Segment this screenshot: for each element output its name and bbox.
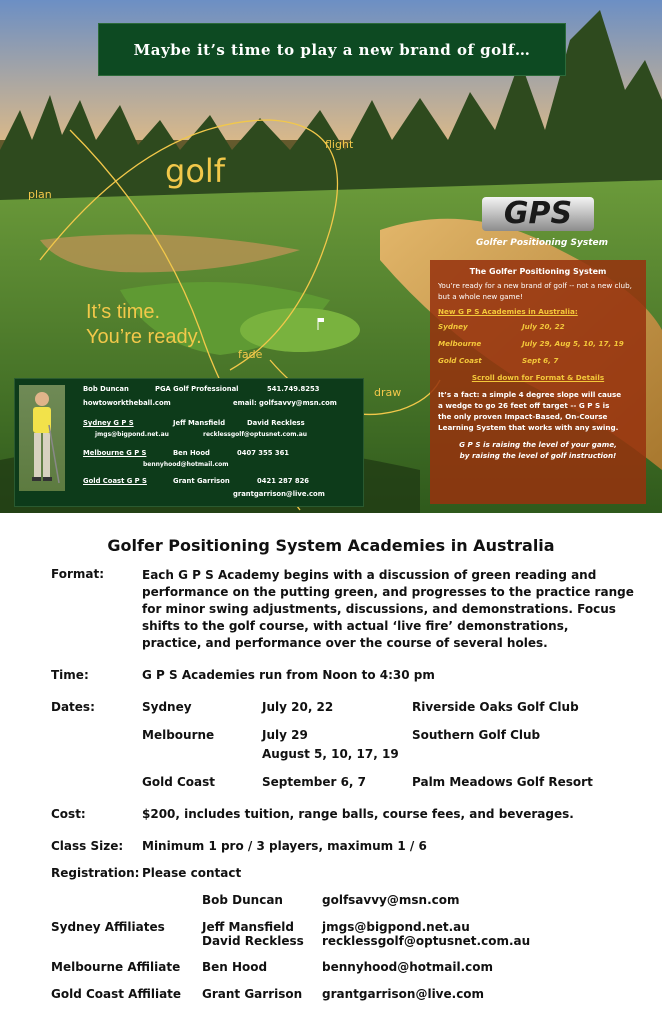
contact-group: Gold Coast Affiliate bbox=[51, 987, 182, 1001]
word-plan: plan bbox=[28, 188, 52, 201]
contact-email-link[interactable]: golfsavvy@msn.com bbox=[322, 893, 460, 907]
class-size-label: Class Size: bbox=[51, 839, 124, 853]
contact-email-link[interactable]: recklessgolf@optusnet.com.au bbox=[322, 934, 531, 948]
gps-logo: GPS bbox=[482, 197, 594, 231]
date-value: July 29 bbox=[262, 728, 308, 742]
date-venue: Riverside Oaks Golf Club bbox=[412, 700, 579, 714]
contact-name: Bob Duncan bbox=[202, 893, 283, 907]
word-flight: flight bbox=[325, 138, 354, 151]
panel-closing: G P S is raising the level of your game, by raising the level of golf instruction! bbox=[459, 440, 617, 460]
panel-academies-heading: New G P S Academies in Australia: bbox=[438, 307, 578, 316]
class-size-value: Minimum 1 pro / 3 players, maximum 1 / 6 bbox=[142, 839, 427, 853]
grant-email-link[interactable]: grantgarrison@live.com bbox=[233, 490, 325, 498]
date-value: August 5, 10, 17, 19 bbox=[262, 747, 399, 761]
ben-name: Ben Hood bbox=[173, 449, 210, 457]
dates-label: Dates: bbox=[51, 700, 95, 714]
bob-name: Bob Duncan bbox=[83, 385, 129, 393]
david-name: David Reckless bbox=[247, 419, 305, 427]
registration-value: Please contact bbox=[142, 866, 242, 880]
cost-value: $200, includes tuition, range balls, course fees, and beverages. bbox=[142, 807, 574, 821]
date-city: Sydney bbox=[142, 700, 192, 714]
contact-name: David Reckless bbox=[202, 934, 304, 948]
david-email-link[interactable]: recklessgolf@optusnet.com.au bbox=[203, 431, 308, 438]
grant-phone: 0421 287 826 bbox=[257, 477, 310, 485]
bob-site-link[interactable]: howtoworktheball.com bbox=[83, 399, 171, 407]
goldcoast-label: Gold Coast G P S bbox=[83, 477, 147, 485]
date-value: September 6, 7 bbox=[262, 775, 367, 789]
contact-email-link[interactable]: jmgs@bigpond.net.au bbox=[322, 920, 470, 934]
contact-group: Sydney Affiliates bbox=[51, 920, 165, 934]
date-city: Gold Coast bbox=[142, 775, 216, 789]
bob-title: PGA Golf Professional bbox=[155, 385, 239, 393]
word-fade: fade bbox=[238, 348, 263, 361]
panel-title: The Golfer Positioning System bbox=[469, 267, 607, 276]
jeff-name: Jeff Mansfield bbox=[173, 419, 226, 427]
panel-row: Sydney July 20, 22 bbox=[438, 322, 565, 331]
contact-email-link[interactable]: grantgarrison@live.com bbox=[322, 987, 485, 1001]
info-panel bbox=[430, 260, 646, 504]
date-venue: Palm Meadows Golf Resort bbox=[412, 775, 593, 789]
page-title: Golfer Positioning System Academies in Australia bbox=[107, 536, 555, 555]
jeff-email-link[interactable]: jmgs@bigpond.net.au bbox=[95, 431, 169, 438]
bob-phone: 541.749.8253 bbox=[267, 385, 320, 393]
registration-label: Registration: bbox=[51, 866, 140, 880]
bob-email-link[interactable]: email: golfsavvy@msn.com bbox=[233, 399, 337, 407]
headline-banner: Maybe it’s time to play a new brand of golf… bbox=[98, 23, 566, 76]
tagline: It’s time. You’re ready. bbox=[86, 301, 202, 348]
melbourne-label: Melbourne G P S bbox=[83, 449, 147, 457]
format-text: Each G P S Academy begins with a discussion of green reading and performance on the putting green, and progresses to the practice range for minor swing adjustments, discussions, and demonstrations. Focus shifts to the golf course, with actual ‘live fire’ demonstrations, practice, and performance over the course of several holes. bbox=[142, 568, 634, 650]
ben-email-link[interactable]: bennyhood@hotmail.com bbox=[143, 461, 229, 468]
date-value: July 20, 22 bbox=[262, 700, 334, 714]
panel-row: Melbourne July 29, Aug 5, 10, 17, 19 bbox=[438, 339, 624, 348]
format-label: Format: bbox=[51, 567, 105, 581]
contact-email-link[interactable]: bennyhood@hotmail.com bbox=[322, 960, 494, 974]
grant-name: Grant Garrison bbox=[173, 477, 230, 485]
scroll-link[interactable]: Scroll down for Format & Details bbox=[471, 373, 605, 382]
time-label: Time: bbox=[51, 668, 89, 682]
panel-intro: You’re ready for a new brand of golf -- not a new club, but a whole new game! bbox=[438, 281, 632, 301]
word-draw: draw bbox=[374, 386, 402, 399]
contact-name: Grant Garrison bbox=[202, 987, 303, 1001]
contact-group: Melbourne Affiliate bbox=[51, 960, 181, 974]
contact-name: Ben Hood bbox=[202, 960, 268, 974]
time-value: G P S Academies run from Noon to 4:30 pm bbox=[142, 668, 435, 682]
gps-logo-subtitle: Golfer Positioning System bbox=[475, 238, 608, 248]
word-golf: golf bbox=[165, 152, 226, 190]
golfer-figure bbox=[19, 385, 65, 491]
ben-phone: 0407 355 361 bbox=[237, 449, 290, 457]
date-venue: Southern Golf Club bbox=[412, 728, 541, 742]
panel-fact: It’s a fact: a simple 4 degree slope will cause a wedge to go 26 feet off target -- G P S is the only proven Impact-Based, On-Course Learning System that works with any swing. bbox=[438, 390, 622, 432]
cost-label: Cost: bbox=[51, 807, 86, 821]
contact-name: Jeff Mansfield bbox=[202, 920, 294, 934]
golfer-photo bbox=[19, 385, 65, 491]
date-city: Melbourne bbox=[142, 728, 215, 742]
contact-box bbox=[14, 378, 364, 507]
panel-row: Gold Coast Sept 6, 7 bbox=[438, 356, 559, 365]
sydney-label: Sydney G P S bbox=[83, 419, 134, 427]
